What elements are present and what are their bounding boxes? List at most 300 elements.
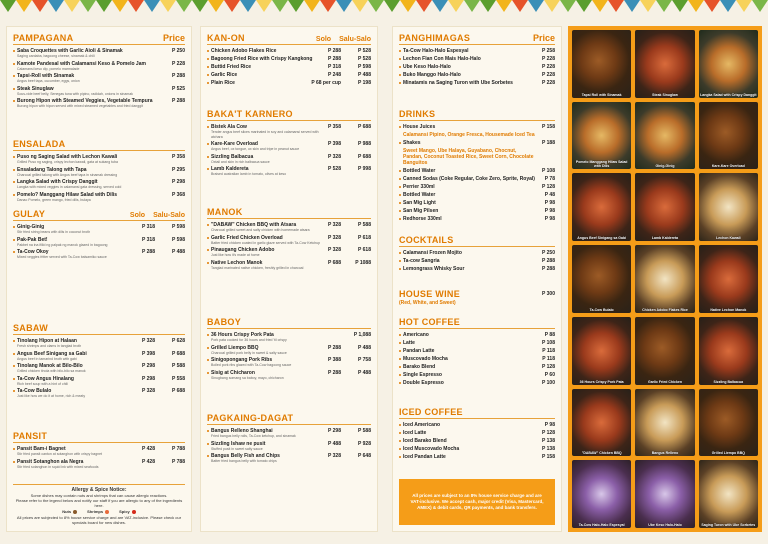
menu-item [13,192,185,203]
menu-item [13,86,185,97]
bunting-flag [672,0,688,12]
menu-item [399,438,555,444]
menu-item [207,235,371,246]
menu-item [13,376,185,387]
item-name: Iced Americano [399,422,537,428]
photo-caption: Sizzling Balbacua [713,379,744,384]
solo-price: P 288 [142,249,155,255]
item-prices [537,176,555,182]
bunting-flag [304,0,320,12]
photo-caption: Lechon Kawali [716,236,741,241]
item-options: Calamansi Pipino, Orange Fresca, Housemade Iced Tea [403,132,535,138]
item-price: P 138 [542,446,555,452]
item-prices [537,340,555,346]
item-prices [167,167,185,173]
item-prices [323,453,371,459]
item-prices [167,86,185,92]
item-prices [323,370,371,376]
item-name: "DABAW" Chicken BBQ with Atsara [207,222,323,228]
item-prices [537,438,555,444]
salu-salo-price: P 1088 [355,259,371,266]
section-title: BABOY [207,317,242,327]
item-price: P 128 [542,430,555,436]
section-gulay [13,209,185,262]
item-description: Just like how it's made at home [211,253,260,257]
menu-item [207,370,371,381]
item-name: Ta-cow Sangria [399,258,537,264]
item-description: Charcoal grilled sweet and salty chicken with homemade atsara [211,228,310,232]
bunting-flag [224,0,240,12]
item-name: Pansit Sotanghon ala Negra [13,459,137,465]
bunting-flag [688,0,704,12]
item-prices [137,224,185,230]
bunting-flag [592,0,608,12]
solo-price: P 298 [142,363,155,369]
item-prices [537,208,555,214]
item-price: P 78 [544,176,555,182]
item-price: P 118 [542,348,555,354]
item-price: P 228 [172,60,185,67]
item-name: Bottled Water [399,168,537,174]
menu-item [207,56,371,62]
bunting-flag [240,0,256,12]
bunting-flag [272,0,288,12]
section-title: KAN-ON [207,33,245,43]
allergy-line-1: Some dishes may contain nuts and shrimps that can cause allergic reactions. [30,493,168,498]
salu-salo-price: P 788 [172,458,185,465]
item-prices [167,192,185,198]
item-description: Sous-vide beef belly, Senegas tuna with pipino, radidah, onions in sinamak [17,91,133,96]
section-house-wine [399,289,555,306]
item-prices [323,332,371,338]
item-name: Ensaladang Talong with Tapa [13,167,167,173]
item-prices [537,80,555,86]
menu-item [207,260,371,271]
section-title: SABAW [13,323,48,333]
item-description: Langka with mixed veggies in calamansi gata dressing, served cold [17,185,122,189]
section-baboy [207,317,371,382]
item-description: Charcoal grilled talong with Angus beef tapa in sinamak dressing [17,172,118,177]
salu-salo-header: Salu-Salo [339,36,371,43]
menu-item [399,80,555,86]
bunting-flag [512,0,528,12]
menu-item [399,176,555,182]
item-prices [167,73,185,79]
item-prices [537,430,555,436]
section-title: PAMPAGANA [13,33,74,43]
bunting-flag [16,0,32,12]
wine-subtitle: (Red, White, and Sweet) [399,300,456,306]
item-price: P 128 [542,364,555,370]
photo-caption: Angus Beef Sinigang sa Gabi [577,236,627,241]
dish-photo [635,245,694,313]
menu-item [399,380,555,386]
item-description: Rich beef soup with a hint of chili [17,381,68,386]
item-description: Stir fried pansit canton at sotanghon with crispy bagnet [17,452,103,456]
menu-item [13,224,185,235]
item-name: Pak-Pak Bet! [13,237,137,243]
menu-item [13,388,185,399]
menu-panel-right [392,26,562,532]
item-price: P 295 [172,166,185,173]
shrimp-icon [105,510,109,514]
item-name: Iced Muscovado Mocha [399,446,537,452]
item-description: Charcoal grilled pork belly in sweet & salty sauce [211,350,287,355]
photo-caption: Tapsi Roll with Sinamak [581,92,622,97]
menu-item [399,216,555,222]
menu-item [207,357,371,368]
bunting-flag [256,0,272,12]
dish-photo [699,389,758,457]
menu-item [399,64,555,70]
item-name: Bistek Ala Cow [207,124,323,130]
dish-photo [572,389,631,457]
salu-salo-price: P 998 [358,166,371,172]
salu-salo-price: P 758 [358,357,371,363]
bunting-flag [400,0,416,12]
item-prices [137,338,185,344]
bunting-flag [192,0,208,12]
bunting-flag [496,0,512,12]
photo-caption: Ta-Cow Bulalo [589,307,614,312]
item-price: P 250 [542,250,555,256]
menu-item [399,148,555,166]
menu-item [13,73,185,84]
dish-photo [699,460,758,528]
item-name: Buko Manggo Halo-Halo [399,72,537,78]
salu-salo-price: P 528 [358,56,371,62]
menu-item [399,430,555,436]
item-prices [137,446,185,452]
item-name: House Juices [399,124,537,130]
salu-salo-price: P 588 [358,428,371,434]
salu-salo-price: P 488 [358,369,371,376]
item-name: Native Lechon Manok [207,260,323,266]
menu-item [399,446,555,452]
item-description: Calamansi keso dip, pomelo marmalade [17,66,80,71]
item-name: Ta-Cow Angus Hinalang [13,376,137,382]
item-description: Pakbet na ina ifilid ng palpak ng manok glazed in bagoong [17,242,108,247]
item-price: P 100 [542,380,555,386]
item-description: Batter fried bangus belly with tomato chips [211,459,277,463]
solo-price: P 358 [328,124,341,130]
item-prices [167,179,185,185]
menu-item [207,80,371,86]
item-prices [167,48,185,54]
menu-item [13,249,185,260]
dish-photo [699,245,758,313]
salu-salo-price: P 1,088 [353,332,371,338]
item-name: Redhorse 330ml [399,216,537,222]
item-price: P 228 [542,64,555,70]
menu-item [13,446,185,457]
item-prices [537,348,555,354]
item-prices [537,216,555,222]
bunting-flag [384,0,400,12]
photo-caption: Ube Keso Halo-Halo [648,523,682,527]
menu-item [13,61,185,72]
photo-caption: Langka Salad with Crispy Danggit [700,92,757,97]
bunting-flag [288,0,304,12]
photo-caption: Steak Sinuglaw [652,92,678,97]
item-price: P 228 [542,72,555,78]
menu-item [399,348,555,354]
menu-item [399,168,555,174]
photo-caption: Ginig-Ginig [655,164,675,169]
menu-item [13,351,185,362]
bunting-flag [464,0,480,12]
salu-salo-price: P 688 [172,388,185,394]
price-header: Price [532,33,555,43]
item-prices [323,166,371,172]
bunting-flag [544,0,560,12]
solo-price: P 288 [328,56,341,62]
bunting-flag [64,0,80,12]
allergy-notice [13,484,185,525]
item-name: Chicken Adobo Flakes Rice [207,48,323,54]
menu-item [399,192,555,198]
item-price: P 288 [542,266,555,272]
menu-item [399,422,555,428]
salu-salo-price: P 928 [358,440,371,447]
menu-panel-left [6,26,192,532]
item-price: P 128 [542,184,555,190]
item-prices [323,247,371,253]
bunting-flag [416,0,432,12]
item-name: Lechon Flan Con Mais Halo-Halo [399,56,537,62]
section-cocktails [399,235,555,274]
item-name: Steak Sinuglaw [13,86,167,92]
item-prices [137,376,185,382]
item-prices [137,388,185,394]
solo-price: P 318 [142,224,155,230]
menu-item [399,364,555,370]
solo-price: P 428 [142,446,155,452]
solo-price: P 528 [328,166,341,172]
item-prices [311,80,371,86]
item-name: Tinolang Hipon at Halaan [13,338,137,344]
item-name: Ta-Cow Okoy [13,249,137,255]
item-prices [323,357,371,363]
solo-price: P 288 [328,48,341,54]
photo-caption: Bangus Relleno [651,451,679,456]
item-prices [323,72,371,78]
item-name: Angus Beef Sinigang sa Gabi [13,351,137,357]
legend-shrimps: Shrimps [87,509,109,514]
price-header: Price [162,33,185,43]
item-prices [537,192,555,198]
solo-price: P 318 [142,236,155,243]
item-description: Grilled chicken tinola with bilo-bilo sa manok [17,369,86,373]
item-name: Ginig-Ginig [13,224,137,230]
salu-salo-price: P 558 [172,375,185,382]
service-charge-note: All prices are subjected to 8% house service charge and are VAT-inclusive. Please check our specials board for new dishes. [16,515,182,525]
solo-price: P 328 [328,222,341,228]
menu-item [207,345,371,356]
menu-item [13,338,185,349]
item-name: Buttid Fried Rice [207,64,323,70]
menu-item [399,372,555,378]
item-name: Calamansi Frozen Mojito [399,250,537,256]
section-manok [207,207,371,272]
item-price: P 98 [544,422,555,428]
solo-price [323,332,341,338]
item-price: P 118 [542,356,555,362]
item-name: Puso ng Saging Salad with Lechon Kawali [13,154,167,160]
dish-photo [635,317,694,385]
item-prices [167,98,185,104]
section-title: BAKA'T KARNERO [207,109,293,119]
photo-caption: Chicken Adobo Flakes Rice [642,307,688,312]
item-prices [537,356,555,362]
item-options: Sweet Mango, Ube Halaya, Guyabano, Chocnut, Pandan, Coconut Toasted Rice, Sweet Corn, Chocolate Banguitos [403,148,534,166]
menu-item [399,332,555,338]
dish-photo [635,389,694,457]
item-name: Single Espresso [399,372,537,378]
item-name: Langka Salad with Crispy Danggit [13,179,167,185]
section-title: DRINKS [399,109,436,119]
bunting-flag [752,0,768,12]
item-price: P 250 [172,48,185,54]
photo-caption: Ta-Cow Halo-Halo Espesyal [578,523,625,527]
menu-item [207,222,371,233]
item-prices [537,168,555,174]
dish-photo [572,245,631,313]
item-name: San Mig Pilsen [399,208,537,214]
menu-item [13,154,185,165]
salu-salo-header: Salu-Salo [153,212,185,219]
item-prices [323,441,371,447]
item-description: Grilled Puso ng saging, crispy lechon kawali, gata at sukang tuba [17,160,118,164]
menu-item [399,208,555,214]
item-prices [537,48,555,54]
section-sabaw [13,323,185,401]
item-name: Lemongrass Whisky Sour [399,266,537,272]
salu-salo-price: P 648 [358,453,371,459]
item-description: Pork pata cooked for 36 hours and fried 'til crispy [211,338,287,342]
menu-item [207,453,371,464]
item-prices [537,454,555,460]
salu-salo-price: P 618 [358,247,371,253]
section-title: HOT COFFEE [399,317,460,327]
menu-item [207,247,371,258]
item-price: P 108 [542,168,555,174]
menu-item [13,237,185,248]
menu-item [399,132,555,138]
menu-item [13,98,185,109]
item-description: Stuffed pusit in sweet salty sauce [211,446,263,451]
item-name: Sinigopongang Pork Ribs [207,357,323,363]
solo-price: P 388 [328,357,341,363]
salu-salo-price: P 788 [172,446,185,452]
item-prices [323,154,371,160]
item-prices [323,260,371,266]
bunting-flag [656,0,672,12]
bunting-flag [704,0,720,12]
section-panghimagas [399,33,555,88]
item-prices [137,363,185,369]
item-prices [537,64,555,70]
dish-photo [572,102,631,170]
item-prices [537,140,555,146]
item-prices [323,56,371,62]
item-name: Ube Keso Halo-Halo [399,64,537,70]
bunting-flag [624,0,640,12]
menu-item [207,428,371,439]
photo-caption: Pomelo Manggang Hilaw Salad with Dilis [575,160,628,169]
item-name: Iced Pandan Latte [399,454,537,460]
item-name: Garlic Rice [207,72,323,78]
item-description: Tanglad marinated native chicken, freshly grilled in charcoal [211,265,304,270]
solo-price: P 68 per cup [311,80,341,86]
allergy-title: Allergy & Spice Notice: [71,487,127,493]
bunting-flag [352,0,368,12]
item-prices [323,124,371,130]
item-name: Tinolang Manok at Bilo-Bilo [13,363,137,369]
menu-item [207,166,371,177]
item-description: Stir fried sotanghon in squid ink with mixed seafoods [17,464,99,469]
menu-item [207,124,371,139]
solo-price: P 688 [328,259,341,266]
section-bakat-karnero [207,109,371,179]
item-name: Bangus Belly Fish and Chips [207,453,323,459]
salu-salo-price: P 598 [172,236,185,243]
section-title: MANOK [207,207,243,217]
bunting-flag [640,0,656,12]
item-prices [537,266,555,272]
item-prices [323,222,371,228]
solo-price: P 298 [142,375,155,382]
menu-item [13,363,185,374]
section-pansit [13,431,185,471]
section-kanon [207,33,371,88]
section-pampagana [13,33,185,111]
item-description: Stir fried string beans with dilis in coconut broth [17,230,91,234]
salu-salo-price: P 628 [172,338,185,344]
item-name: Barako Blend [399,364,537,370]
solo-price: P 398 [142,350,155,357]
bunting-decoration [0,0,768,12]
photo-grid [572,30,758,528]
menu-item [399,266,555,272]
salu-salo-price: P 688 [172,350,185,357]
item-prices [537,250,555,256]
solo-price: P 328 [328,453,341,459]
section-title: HOUSE WINE [399,289,461,299]
item-name: Iced Barako Blend [399,438,537,444]
item-prices [167,154,185,160]
dish-photo [572,173,631,241]
dish-photo [699,102,758,170]
menu-item [207,64,371,70]
item-description: Angus beef, ox tongue, ox skin and tripe in peanut sauce [211,147,300,151]
menu-item [399,250,555,256]
bunting-flag [48,0,64,12]
item-prices [537,56,555,62]
item-description: Sinugbang somang sa baboy, mayo, chicharon [211,375,284,380]
photo-caption: Kare-Kare Overload [711,164,745,169]
item-description: Angus beef tapa, cucumber, eggs, onion [17,79,80,83]
allergy-line-2: Please refer to the legend below and notify our staff if you are allergic to any of the ingredients here. [15,498,183,508]
bunting-flag [208,0,224,12]
item-price: P 48 [544,192,555,198]
dish-photo [635,173,694,241]
item-prices [167,61,185,67]
item-description: Angus beef in tamarind broth with gabi [17,356,77,361]
item-description: Burong hipon with hipon served with mixed steamed vegetables and fried danggit [17,104,143,108]
item-price: P 98 [544,216,555,222]
bunting-flag [144,0,160,12]
